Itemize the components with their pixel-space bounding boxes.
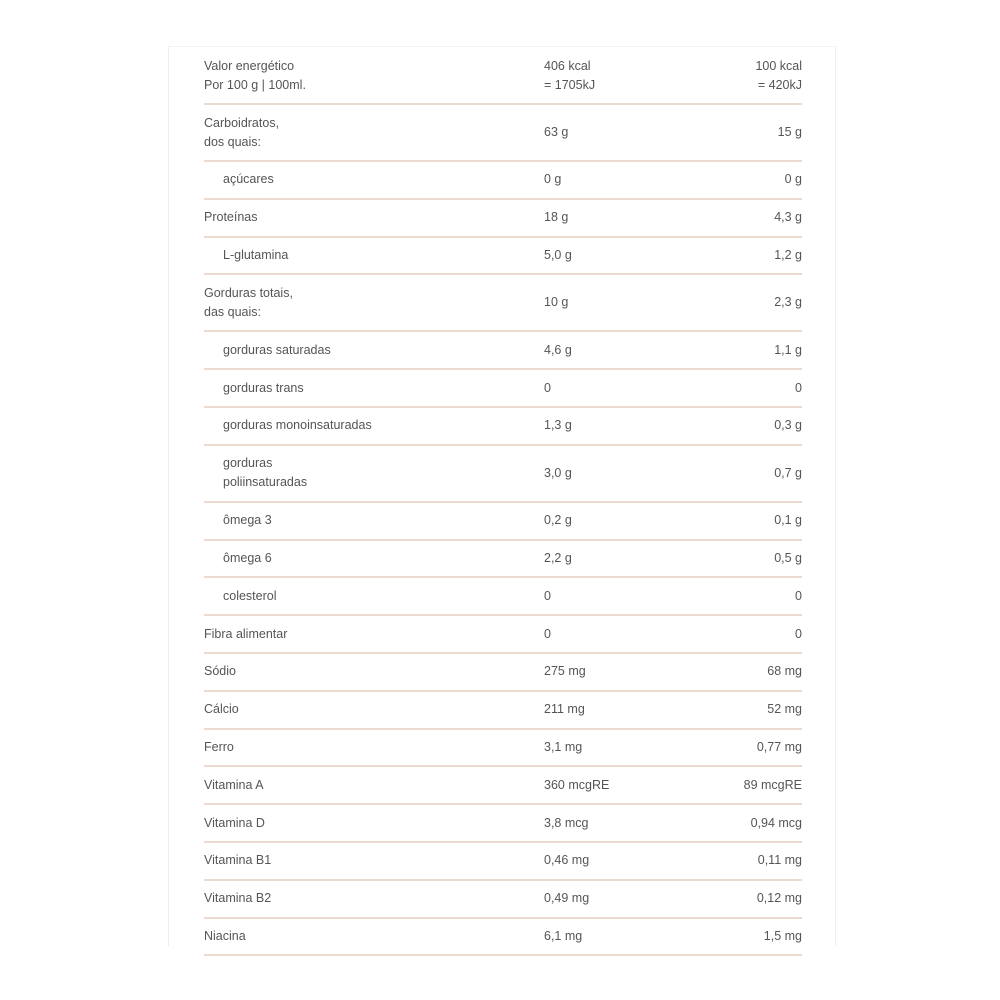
value-per-portion: 15 g (777, 125, 802, 139)
nutrient-name: Valor energético Por 100 g | 100ml. (204, 58, 306, 92)
value-per-portion: 4,3 g (774, 210, 802, 225)
table-row (204, 805, 802, 843)
value-per-100g: 5,0 g (544, 247, 572, 262)
table-row (204, 275, 802, 332)
nutrient-name: ômega 6 (223, 550, 272, 565)
nutrient-name: açúcares (223, 172, 274, 187)
value-per-100g: 275 mg (544, 664, 586, 679)
nutrient-name: gorduras poliinsaturadas (223, 456, 308, 490)
nutrient-name: Carboidratos, dos quais: (204, 115, 280, 149)
nutrient-name: Vitamina B1 (204, 853, 272, 868)
nutrient-name: L-glutamina (223, 247, 289, 262)
value-per-100g: 3,8 mcg (544, 815, 589, 830)
value-per-portion: 2,3 g (774, 295, 802, 310)
table-row (204, 238, 802, 276)
value-per-100g: 0,49 mg (544, 891, 590, 906)
value-per-portion: 1,5 mg (763, 928, 802, 943)
table-row (204, 767, 802, 805)
table-row (204, 105, 802, 162)
value-per-100g: 0 g (544, 172, 562, 187)
table-row (204, 446, 802, 503)
table-row (204, 654, 802, 692)
value-per-portion: 0,94 mcg (750, 815, 802, 830)
nutrient-name: Vitamina A (204, 777, 264, 792)
value-per-100g: 6,1 mg (544, 928, 583, 943)
value-per-100g: 1,3 g (544, 418, 572, 433)
table-row (204, 408, 802, 446)
value-per-100g: 360 mcgRE (544, 777, 610, 792)
value-per-portion: 0,12 mg (756, 891, 802, 906)
nutrient-name: gorduras saturadas (223, 342, 331, 357)
table-row (204, 616, 802, 654)
value-per-portion: 0,1 g (774, 513, 802, 528)
value-per-100g: 63 g (544, 125, 569, 139)
table-row (204, 919, 802, 957)
value-per-100g: 0,2 g (544, 513, 572, 528)
nutrient-name: gorduras trans (223, 380, 304, 395)
nutrient-name: gorduras monoinsaturadas (223, 418, 372, 433)
value-per-portion: 89 mcgRE (743, 777, 802, 792)
value-per-100g: 18 g (544, 210, 569, 225)
table-row (204, 48, 802, 105)
nutrient-name: Ferro (204, 739, 234, 754)
table-row (204, 541, 802, 579)
value-per-portion: 0,5 g (774, 550, 802, 565)
table-row (204, 692, 802, 730)
value-per-100g: 10 g (544, 295, 569, 310)
value-per-portion: 0 g (784, 172, 802, 187)
value-per-portion: 1,2 g (774, 247, 802, 262)
table-row (204, 578, 802, 616)
table-row (204, 370, 802, 408)
table-row (204, 503, 802, 541)
value-per-portion: 0,3 g (774, 418, 802, 433)
value-per-portion: 68 mg (767, 664, 802, 679)
nutrient-name: Cálcio (204, 702, 239, 717)
nutrient-name: Sódio (204, 664, 236, 679)
value-per-portion: 1,1 g (774, 342, 802, 357)
nutrient-name: Vitamina B2 (204, 891, 272, 906)
nutrient-name: Gorduras totais, das quais: (204, 285, 293, 319)
value-per-100g: 0 (544, 588, 551, 603)
nutrient-name: ômega 3 (223, 513, 272, 528)
value-per-portion: 0,77 mg (756, 739, 802, 754)
value-per-100g: 0 (544, 380, 551, 395)
nutrient-name: Vitamina D (204, 815, 265, 830)
value-per-portion: 0,7 g (774, 465, 802, 480)
value-per-portion: 0 (795, 626, 802, 641)
nutrient-name: Niacina (204, 928, 246, 943)
nutrient-name: colesterol (223, 588, 277, 603)
table-row (204, 881, 802, 919)
value-per-portion: 0 (795, 588, 802, 603)
nutrient-name: Proteínas (204, 210, 258, 225)
table-row (204, 162, 802, 200)
table-row (204, 332, 802, 370)
value-per-100g: 0,46 mg (544, 853, 590, 868)
value-per-portion: 0,11 mg (757, 853, 802, 868)
value-per-100g: 211 mg (544, 702, 585, 717)
value-per-100g: 3,1 mg (544, 739, 583, 754)
nutrient-name: Fibra alimentar (204, 626, 288, 641)
value-per-portion: 100 kcal = 420kJ (755, 58, 802, 92)
value-per-portion: 0 (795, 380, 802, 395)
nutrition-table (204, 48, 802, 956)
value-per-100g: 406 kcal = 1705kJ (544, 58, 596, 92)
value-per-100g: 4,6 g (544, 342, 572, 357)
table-row (204, 200, 802, 238)
value-per-portion: 52 mg (767, 702, 802, 717)
table-row (204, 843, 802, 881)
value-per-100g: 3,0 g (544, 465, 572, 480)
table-row (204, 730, 802, 768)
value-per-100g: 0 (544, 626, 551, 641)
value-per-100g: 2,2 g (544, 550, 572, 565)
